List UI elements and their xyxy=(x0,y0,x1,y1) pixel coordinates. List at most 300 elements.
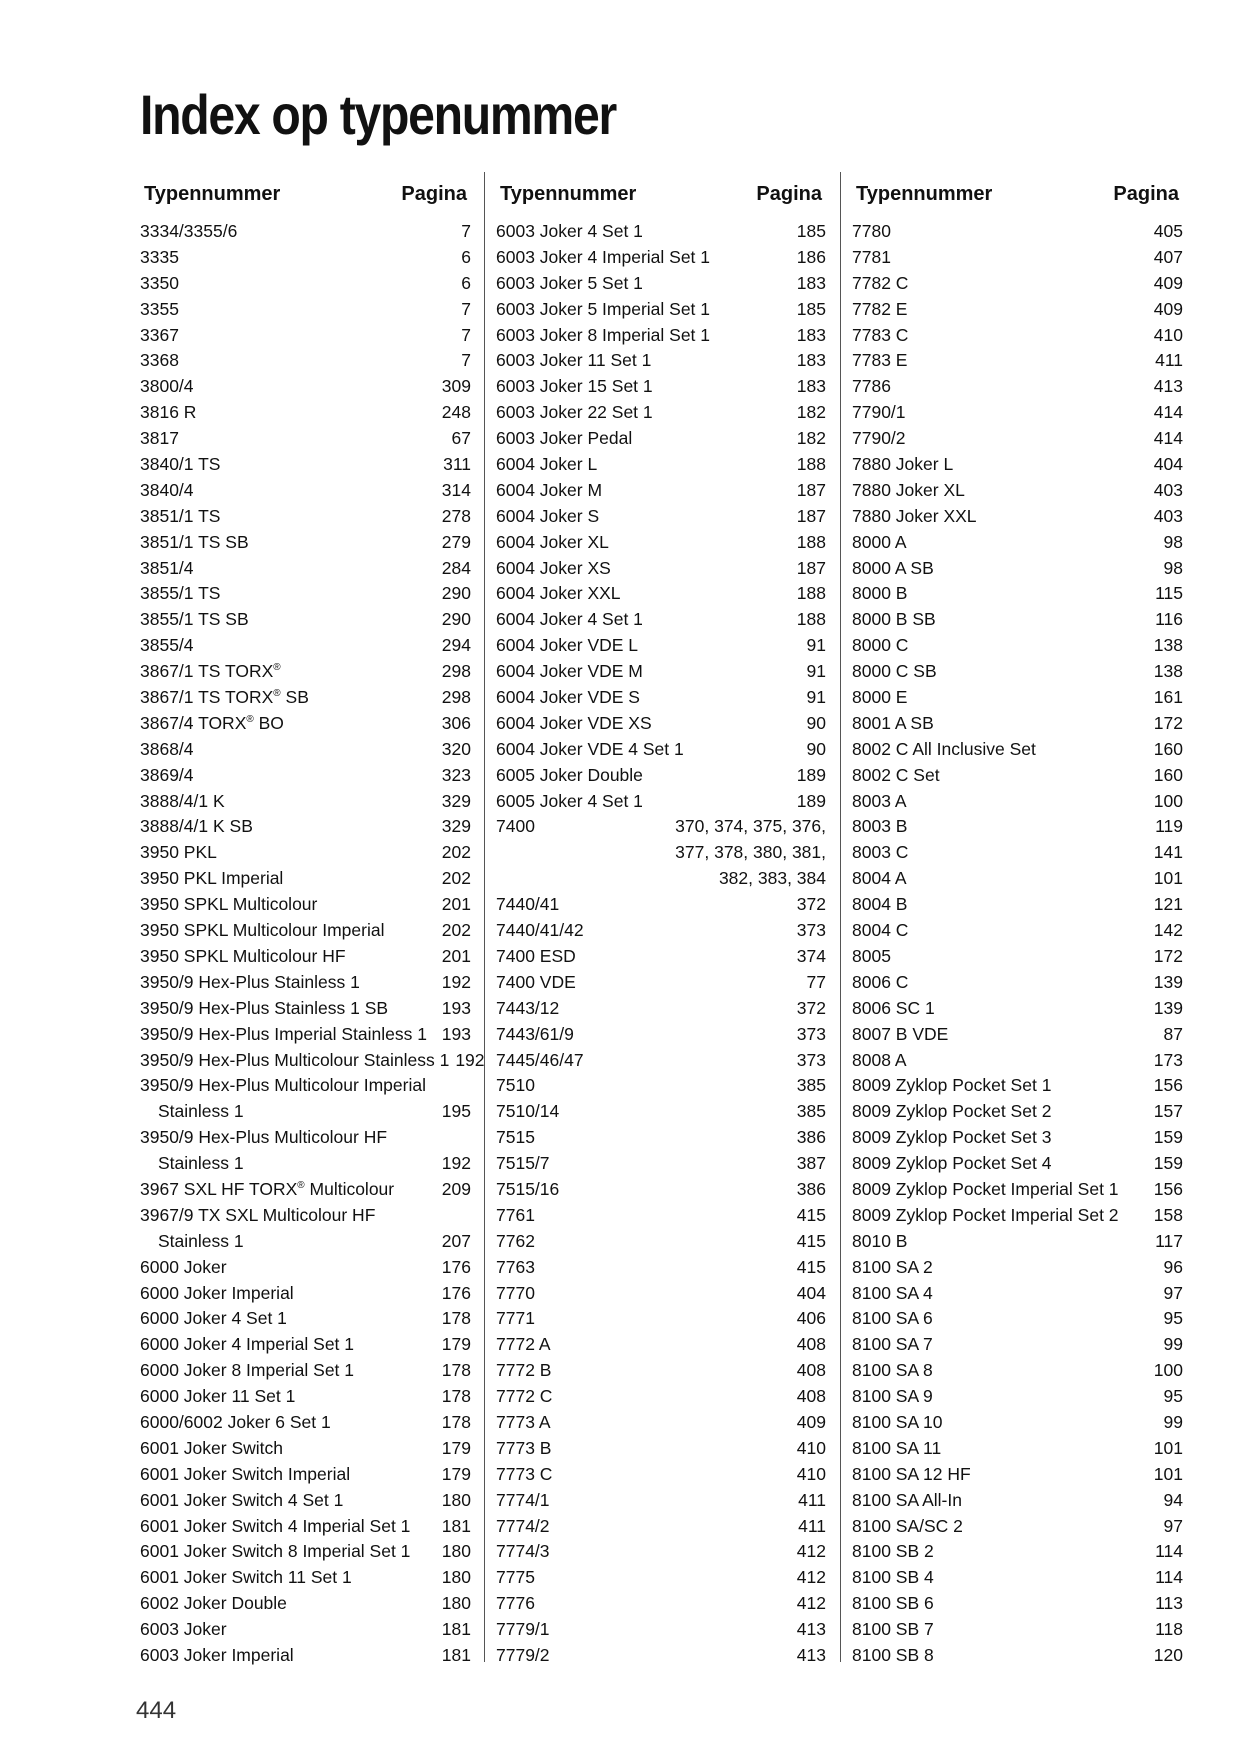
type-number: 3334/3355/6 xyxy=(140,221,238,241)
index-row xyxy=(852,1203,1183,1229)
index-row xyxy=(140,1073,471,1099)
page-ref: 192 xyxy=(441,1153,471,1174)
page-ref: 298 xyxy=(441,661,471,682)
type-number: 7779/1 xyxy=(496,1619,550,1640)
type-number: 6003 Joker 5 Set 1 xyxy=(496,272,643,293)
index-row xyxy=(140,737,471,763)
index-row xyxy=(852,1125,1183,1151)
index-row xyxy=(140,685,471,711)
index-row xyxy=(852,1436,1183,1462)
index-row xyxy=(496,245,826,271)
page-ref: 91 xyxy=(806,635,826,656)
index-row xyxy=(140,814,471,840)
type-number: 3950 SPKL Multicolour Imperial xyxy=(140,920,385,941)
page-ref: 160 xyxy=(1153,738,1183,759)
type-number: 7782 E xyxy=(852,298,908,319)
page-ref: 178 xyxy=(441,1308,471,1329)
index-row xyxy=(852,1151,1183,1177)
page-ref: 192 xyxy=(455,1049,485,1070)
page-ref: 138 xyxy=(1153,635,1183,656)
type-number: 6000 Joker 4 Imperial Set 1 xyxy=(140,1334,355,1355)
type-number: 6001 Joker Switch Imperial xyxy=(140,1463,351,1484)
page-ref: 95 xyxy=(1163,1308,1183,1329)
index-row xyxy=(140,348,471,374)
index-row xyxy=(140,581,471,607)
index-row xyxy=(140,1229,471,1255)
page-ref: 100 xyxy=(1153,1360,1183,1381)
type-number: 8000 B SB xyxy=(852,609,936,630)
page-ref: 179 xyxy=(441,1463,471,1484)
type-number: 7880 Joker L xyxy=(852,454,954,475)
index-row xyxy=(140,1488,471,1514)
type-number: 6004 Joker VDE 4 Set 1 xyxy=(496,738,684,759)
column-header xyxy=(852,178,1183,210)
type-number: 3851/4 xyxy=(140,557,194,578)
type-number: 8004 B xyxy=(852,894,908,915)
type-number: 6004 Joker L xyxy=(496,454,598,475)
page-number: 444 xyxy=(136,1697,177,1724)
index-row xyxy=(496,944,826,970)
page-ref: 406 xyxy=(796,1308,826,1329)
page-ref: 411 xyxy=(1155,350,1183,371)
index-row xyxy=(496,1281,826,1307)
page-ref: 142 xyxy=(1153,920,1183,941)
type-number: 7783 E xyxy=(852,350,908,371)
page-ref: 320 xyxy=(441,738,471,759)
page-ref: 412 xyxy=(796,1541,826,1562)
index-row xyxy=(852,1358,1183,1384)
page-ref: 187 xyxy=(796,479,826,500)
type-number: 3851/1 TS xyxy=(140,505,221,526)
type-number: 8000 C SB xyxy=(852,661,937,682)
index-rows xyxy=(140,219,485,1669)
column-divider xyxy=(484,172,485,1662)
page-ref: 185 xyxy=(796,298,826,319)
page-ref: 181 xyxy=(441,1619,471,1640)
type-number: 8009 Zyklop Pocket Set 4 xyxy=(852,1153,1052,1174)
type-number: 3967 SXL HF TORX® Multicolour xyxy=(140,1178,395,1199)
page-ref: 187 xyxy=(796,505,826,526)
type-number: 6000/6002 Joker 6 Set 1 xyxy=(140,1411,331,1432)
type-number: 6000 Joker 11 Set 1 xyxy=(140,1386,296,1407)
index-row xyxy=(496,1073,826,1099)
index-row xyxy=(852,1229,1183,1255)
index-row xyxy=(140,1281,471,1307)
page-ref: 202 xyxy=(441,920,471,941)
page-ref: 180 xyxy=(441,1489,471,1510)
page-ref: 7 xyxy=(461,324,471,345)
type-number: 3950 PKL Imperial xyxy=(140,868,284,889)
index-row xyxy=(140,1514,471,1540)
page-ref: 415 xyxy=(796,1256,826,1277)
type-number: 8000 B xyxy=(852,583,908,604)
index-row xyxy=(140,1099,471,1125)
index-row xyxy=(852,892,1183,918)
page-ref: 179 xyxy=(441,1334,471,1355)
type-number: 6003 Joker Imperial xyxy=(140,1644,294,1665)
type-number: 6003 Joker 11 Set 1 xyxy=(496,350,652,371)
type-number: 7770 xyxy=(496,1282,535,1303)
page-ref: 101 xyxy=(1153,868,1183,889)
page-ref: 138 xyxy=(1153,661,1183,682)
type-number: 8009 Zyklop Pocket Imperial Set 1 xyxy=(852,1178,1119,1199)
index-row xyxy=(140,1462,471,1488)
type-number: 3355 xyxy=(140,298,179,319)
page-ref: 67 xyxy=(451,428,471,449)
page-ref: 284 xyxy=(441,557,471,578)
type-number: 7776 xyxy=(496,1593,535,1614)
index-row xyxy=(140,1384,471,1410)
type-number: 3867/1 TS TORX® xyxy=(140,661,281,682)
index-row xyxy=(852,970,1183,996)
index-row xyxy=(852,789,1183,815)
type-number: 3950/9 Hex-Plus Multicolour Imperial xyxy=(140,1075,426,1096)
header-page-label: Pagina xyxy=(756,182,822,205)
index-row xyxy=(140,918,471,944)
page-ref: 382, 383, 384 xyxy=(718,868,826,889)
index-row xyxy=(496,763,826,789)
index-row xyxy=(852,504,1183,530)
page-ref: 185 xyxy=(796,221,826,241)
type-number: 3855/1 TS xyxy=(140,583,221,604)
index-row xyxy=(496,1488,826,1514)
type-number: 3950/9 Hex-Plus Stainless 1 SB xyxy=(140,997,389,1018)
type-number: 6001 Joker Switch xyxy=(140,1437,283,1458)
page-ref: 413 xyxy=(796,1619,826,1640)
index-row xyxy=(852,996,1183,1022)
page-ref: 188 xyxy=(796,609,826,630)
page-ref: 157 xyxy=(1153,1101,1183,1122)
type-number: 3867/1 TS TORX® SB xyxy=(140,687,309,708)
index-row xyxy=(852,763,1183,789)
index-row xyxy=(852,1255,1183,1281)
page-ref: 408 xyxy=(796,1386,826,1407)
type-number: 6004 Joker XL xyxy=(496,531,609,552)
type-number: 8100 SA/SC 2 xyxy=(852,1515,963,1536)
index-row xyxy=(852,1617,1183,1643)
page-ref: 309 xyxy=(441,376,471,397)
type-number: 7763 xyxy=(496,1256,535,1277)
type-number: 8100 SA 4 xyxy=(852,1282,933,1303)
type-number: 3967/9 TX SXL Multicolour HF xyxy=(140,1204,376,1225)
index-row xyxy=(496,374,826,400)
index-row xyxy=(496,504,826,530)
index-row xyxy=(496,737,826,763)
index-row xyxy=(852,1462,1183,1488)
header-page-label: Pagina xyxy=(401,182,467,205)
type-number: 7790/2 xyxy=(852,428,906,449)
index-row xyxy=(496,1539,826,1565)
page-ref: 117 xyxy=(1155,1230,1183,1251)
type-number: 3950 PKL xyxy=(140,842,217,863)
index-row xyxy=(852,1643,1183,1669)
type-number: 6004 Joker 4 Set 1 xyxy=(496,609,643,630)
index-row xyxy=(140,970,471,996)
index-row xyxy=(140,297,471,323)
type-number: 6004 Joker S xyxy=(496,505,600,526)
type-number: 7440/41/42 xyxy=(496,920,584,941)
index-row xyxy=(852,711,1183,737)
index-row xyxy=(140,633,471,659)
index-row xyxy=(496,348,826,374)
page-ref: 370, 374, 375, 376, xyxy=(675,816,826,837)
page-ref: 141 xyxy=(1153,842,1183,863)
index-row xyxy=(852,426,1183,452)
type-number: 3855/4 xyxy=(140,635,194,656)
page-ref: 90 xyxy=(806,712,826,733)
index-row xyxy=(852,581,1183,607)
type-number: 7400 VDE xyxy=(496,971,576,992)
index-row xyxy=(852,1591,1183,1617)
index-row xyxy=(852,1048,1183,1074)
index-row xyxy=(852,1073,1183,1099)
header-type-label: Typennummer xyxy=(856,182,993,205)
type-number: 6002 Joker Double xyxy=(140,1593,287,1614)
page-ref: 385 xyxy=(796,1075,826,1096)
page-ref: 189 xyxy=(796,790,826,811)
type-number: 8004 A xyxy=(852,868,907,889)
page-ref: 101 xyxy=(1153,1463,1183,1484)
type-number: 8006 C xyxy=(852,971,909,992)
index-row xyxy=(496,1203,826,1229)
type-number: 7762 xyxy=(496,1230,535,1251)
index-row xyxy=(140,556,471,582)
type-number: 3867/4 TORX® BO xyxy=(140,712,284,733)
page-ref: 188 xyxy=(796,454,826,475)
index-row xyxy=(140,219,471,245)
index-row xyxy=(496,400,826,426)
type-number: 8100 SB 6 xyxy=(852,1593,934,1614)
type-number: 8009 Zyklop Pocket Set 1 xyxy=(852,1075,1052,1096)
index-row xyxy=(496,219,826,245)
header-page-label: Pagina xyxy=(1113,182,1179,205)
page-ref: 408 xyxy=(796,1360,826,1381)
index-row xyxy=(852,1177,1183,1203)
type-number: 8005 xyxy=(852,945,891,966)
type-number: 7400 xyxy=(496,816,535,837)
type-number: 7774/2 xyxy=(496,1515,550,1536)
index-row xyxy=(852,1514,1183,1540)
index-row xyxy=(140,789,471,815)
index-row xyxy=(496,866,826,892)
page-ref: 7 xyxy=(461,298,471,319)
index-row xyxy=(496,1358,826,1384)
page-ref: 279 xyxy=(441,531,471,552)
page-ref: 387 xyxy=(796,1153,826,1174)
page-ref: 99 xyxy=(1163,1411,1183,1432)
index-row xyxy=(496,970,826,996)
page-ref: 202 xyxy=(441,868,471,889)
index-row xyxy=(852,452,1183,478)
page-ref: 94 xyxy=(1163,1489,1183,1510)
index-row xyxy=(852,633,1183,659)
page-ref: 298 xyxy=(441,687,471,708)
index-row xyxy=(852,1384,1183,1410)
index-row xyxy=(852,374,1183,400)
page-ref: 181 xyxy=(441,1644,471,1665)
type-number: 7773 C xyxy=(496,1463,553,1484)
page-ref: 179 xyxy=(441,1437,471,1458)
index-row xyxy=(496,581,826,607)
page-ref: 404 xyxy=(796,1282,826,1303)
page-ref: 181 xyxy=(441,1515,471,1536)
type-number: 3855/1 TS SB xyxy=(140,609,249,630)
page-ref: 201 xyxy=(441,945,471,966)
index-row xyxy=(140,944,471,970)
index-row xyxy=(140,996,471,1022)
type-number: 3868/4 xyxy=(140,738,194,759)
type-number: 7780 xyxy=(852,221,891,241)
type-number: 7774/1 xyxy=(496,1489,550,1510)
type-number: 3350 xyxy=(140,272,179,293)
index-rows xyxy=(496,219,826,1669)
index-row xyxy=(140,1591,471,1617)
type-number: 6000 Joker Imperial xyxy=(140,1282,294,1303)
type-number: 7790/1 xyxy=(852,402,906,423)
page-ref: 98 xyxy=(1163,531,1183,552)
type-number: 8100 SA 12 HF xyxy=(852,1463,971,1484)
page-ref: 372 xyxy=(796,894,826,915)
type-number: 3950/9 Hex-Plus Stainless 1 xyxy=(140,971,360,992)
index-row xyxy=(496,1565,826,1591)
page-ref: 172 xyxy=(1153,945,1183,966)
index-row xyxy=(496,271,826,297)
page-ref: 176 xyxy=(441,1282,471,1303)
index-row xyxy=(140,1203,471,1229)
type-number: Stainless 1 xyxy=(158,1230,244,1251)
type-number: 3335 xyxy=(140,246,179,267)
type-number: 3950 SPKL Multicolour HF xyxy=(140,945,346,966)
page-ref: 119 xyxy=(1155,816,1183,837)
page-ref: 386 xyxy=(796,1127,826,1148)
type-number: 8100 SB 7 xyxy=(852,1619,934,1640)
page-ref: 183 xyxy=(796,350,826,371)
type-number: 7515 xyxy=(496,1127,535,1148)
page-ref: 161 xyxy=(1153,687,1183,708)
type-number: Stainless 1 xyxy=(158,1101,244,1122)
index-row xyxy=(496,1436,826,1462)
type-number: 8003 B xyxy=(852,816,908,837)
page-ref: 189 xyxy=(796,764,826,785)
page-ref: 176 xyxy=(441,1256,471,1277)
page-ref: 209 xyxy=(441,1178,471,1199)
type-number: 3950/9 Hex-Plus Imperial Stainless 1 xyxy=(140,1023,427,1044)
type-number: 7400 ESD xyxy=(496,945,576,966)
type-number: 7772 C xyxy=(496,1386,553,1407)
page-ref: 139 xyxy=(1153,997,1183,1018)
index-row xyxy=(140,374,471,400)
page-ref: 290 xyxy=(441,583,471,604)
index-row xyxy=(496,1591,826,1617)
column-header xyxy=(140,178,471,210)
index-row xyxy=(496,918,826,944)
page-ref: 91 xyxy=(806,661,826,682)
page-ref: 159 xyxy=(1153,1153,1183,1174)
index-row xyxy=(140,1617,471,1643)
index-row xyxy=(852,1306,1183,1332)
header-type-label: Typennummer xyxy=(144,182,281,205)
index-row xyxy=(852,659,1183,685)
type-number: 6004 Joker VDE S xyxy=(496,687,640,708)
page-ref: 6 xyxy=(461,272,471,293)
page-ref: 409 xyxy=(1153,272,1183,293)
type-number: 8100 SA 9 xyxy=(852,1386,933,1407)
page-title: Index op typenummer xyxy=(140,83,616,146)
page-ref: 415 xyxy=(796,1204,826,1225)
type-number: 8100 SA 6 xyxy=(852,1308,933,1329)
index-row xyxy=(140,659,471,685)
page-ref: 186 xyxy=(796,246,826,267)
page-ref: 183 xyxy=(796,272,826,293)
type-number: 3840/1 TS xyxy=(140,454,221,475)
page-ref: 77 xyxy=(806,971,826,992)
page-ref: 329 xyxy=(441,790,471,811)
index-row xyxy=(852,1539,1183,1565)
index-row xyxy=(852,271,1183,297)
type-number: 6001 Joker Switch 8 Imperial Set 1 xyxy=(140,1541,411,1562)
index-row xyxy=(496,1151,826,1177)
type-number: 7510 xyxy=(496,1075,535,1096)
index-row xyxy=(496,814,826,840)
index-row xyxy=(496,1255,826,1281)
page-ref: 95 xyxy=(1163,1386,1183,1407)
type-number: 8003 A xyxy=(852,790,907,811)
header-type-label: Typennummer xyxy=(500,182,637,205)
page-ref: 101 xyxy=(1153,1437,1183,1458)
page-ref: 114 xyxy=(1155,1541,1183,1562)
index-row xyxy=(496,1410,826,1436)
index-row xyxy=(140,763,471,789)
page-ref: 7 xyxy=(461,350,471,371)
index-row xyxy=(140,711,471,737)
page-ref: 403 xyxy=(1153,479,1183,500)
page-ref: 91 xyxy=(806,687,826,708)
index-row xyxy=(852,1022,1183,1048)
type-number: 7771 xyxy=(496,1308,535,1329)
type-number: 6003 Joker 5 Imperial Set 1 xyxy=(496,298,711,319)
page-ref: 377, 378, 380, 381, xyxy=(675,842,826,863)
page-ref: 201 xyxy=(441,894,471,915)
type-number: 3950/9 Hex-Plus Multicolour Stainless 1 xyxy=(140,1049,450,1070)
page-ref: 116 xyxy=(1155,609,1183,630)
page-ref: 180 xyxy=(441,1541,471,1562)
page-ref: 156 xyxy=(1153,1178,1183,1199)
index-row xyxy=(496,426,826,452)
type-number: 6003 Joker 4 Set 1 xyxy=(496,221,643,241)
type-number: 7515/7 xyxy=(496,1153,550,1174)
type-number: 6003 Joker 4 Imperial Set 1 xyxy=(496,246,711,267)
type-number: 3816 R xyxy=(140,402,197,423)
index-row xyxy=(140,892,471,918)
page-ref: 373 xyxy=(796,1023,826,1044)
type-number: 3950/9 Hex-Plus Multicolour HF xyxy=(140,1127,388,1148)
type-number: 7781 xyxy=(852,246,891,267)
type-number: 3888/4/1 K SB xyxy=(140,816,253,837)
type-number: 8100 SA 8 xyxy=(852,1360,933,1381)
page-ref: 413 xyxy=(1153,376,1183,397)
page-ref: 118 xyxy=(1155,1619,1183,1640)
type-number: 7445/46/47 xyxy=(496,1049,584,1070)
index-row xyxy=(140,504,471,530)
page-ref: 182 xyxy=(796,428,826,449)
page-ref: 314 xyxy=(441,479,471,500)
page-ref: 386 xyxy=(796,1178,826,1199)
page-ref: 290 xyxy=(441,609,471,630)
type-number: 7443/61/9 xyxy=(496,1023,574,1044)
index-row xyxy=(496,892,826,918)
type-number: 3888/4/1 K xyxy=(140,790,225,811)
type-number: 6001 Joker Switch 11 Set 1 xyxy=(140,1567,352,1588)
